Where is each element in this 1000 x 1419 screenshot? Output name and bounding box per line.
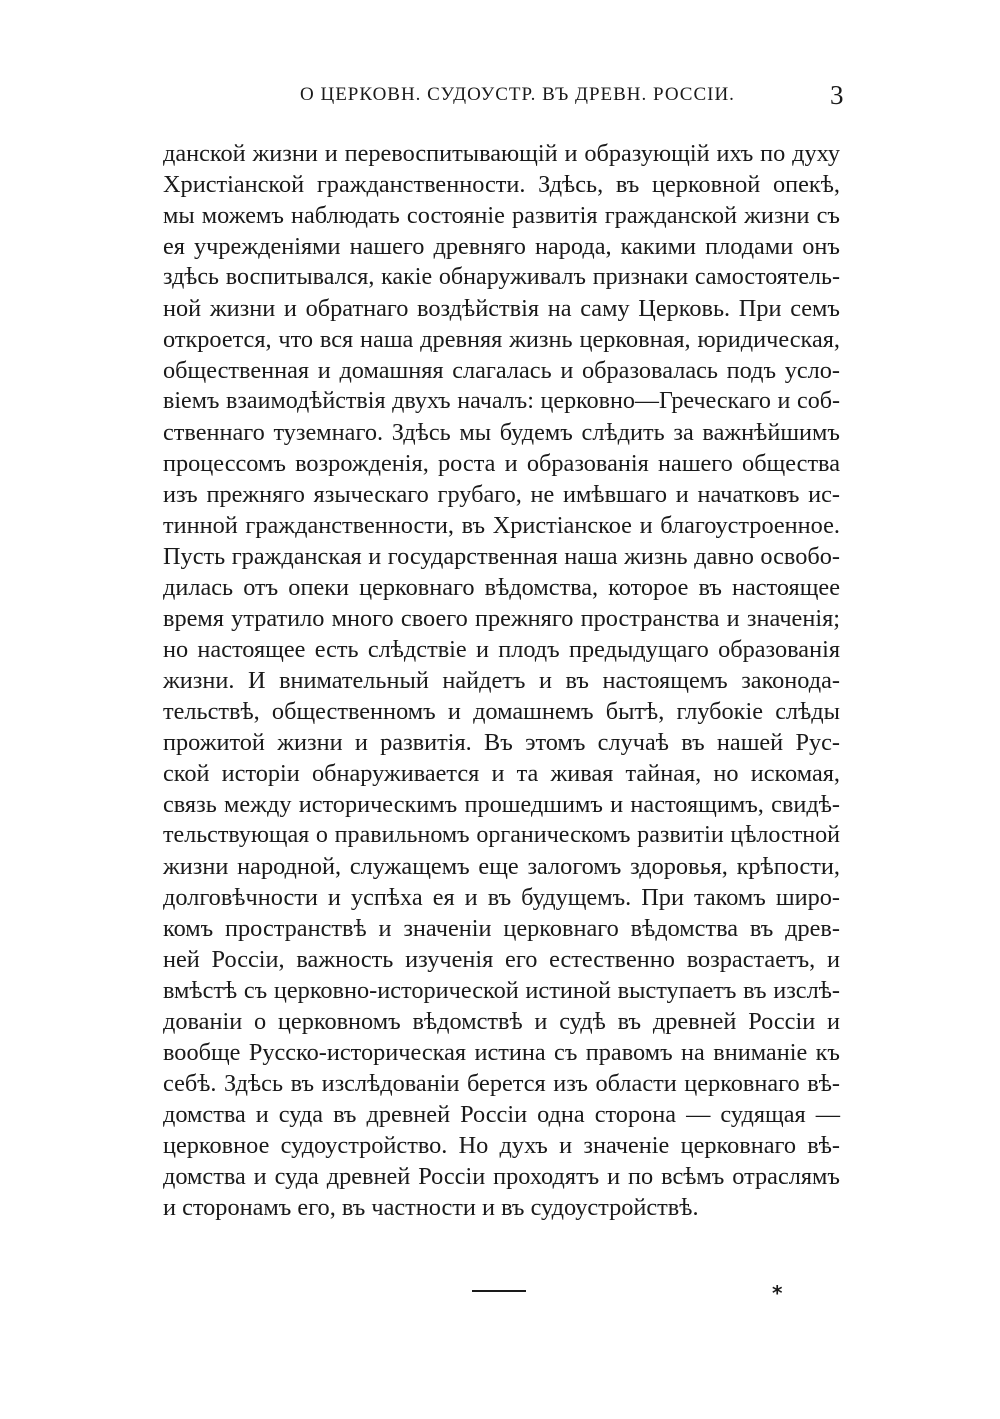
text-line: процессомъ возрожденія, роста и образованія нашего общества	[163, 450, 840, 477]
text-line: ной жизни и обратнаго воздѣйствія на саму Церковь. При семъ	[163, 295, 840, 322]
text-line: дилась отъ опеки церковнаго вѣдомства, которое въ настоящее	[163, 574, 840, 601]
text-line: изъ прежняго языческаго грубаго, не имѣвшаго и начатковъ ис-	[163, 481, 840, 508]
text-line: жизни. И внимательный найдетъ и въ настоящемъ законода-	[163, 667, 840, 694]
text-line: время утратило много своего прежняго пространства и значенія;	[163, 605, 840, 632]
text-line: здѣсь воспитывался, какіе обнаруживалъ признаки самостоятель-	[163, 264, 840, 290]
text-line: связь между историческимъ прошедшимъ и настоящимъ, свидѣ-	[163, 791, 840, 818]
text-line: ской исторіи обнаруживается и та живая тайная, но искомая,	[163, 760, 840, 787]
text-line: и сторонамъ его, въ частности и въ судоустройствѣ.	[163, 1194, 699, 1221]
text-line: общественная и домашняя слагалась и образовалась подъ усло-	[163, 357, 840, 384]
text-line: но настоящее есть слѣдствіе и плодъ предыдущаго образованія	[163, 636, 840, 663]
text-line: мы можемъ наблюдать состояніе развитія гражданской жизни съ	[163, 202, 840, 229]
page-number: 3	[830, 80, 844, 110]
text-line: комъ пространствѣ и значеніи церковнаго вѣдомства въ древ-	[163, 915, 840, 942]
text-line: домства и суда древней Россіи проходятъ и по всѣмъ отраслямъ	[163, 1163, 840, 1190]
text-line: тинной гражданственности, въ Христіанское и благоустроенное.	[163, 512, 840, 539]
text-line: церковное судоустройство. Но духъ и значеніе церковнаго вѣ-	[163, 1132, 840, 1159]
text-line: себѣ. Здѣсь въ изслѣдованіи берется изъ области церковнаго вѣ-	[163, 1070, 840, 1097]
running-title: О ЦЕРКОВН. СУДОУСТР. ВЪ ДРЕВН. РОССІИ.	[300, 84, 735, 105]
text-line: долговѣчности и успѣха ея и въ будущемъ. При такомъ широ-	[163, 884, 840, 911]
text-line: вообще Русско-историческая истина съ правомъ на вниманіе къ	[163, 1039, 840, 1066]
text-line: домства и суда въ древней Россіи одна сторона — судящая —	[163, 1101, 840, 1128]
text-line: вмѣстѣ съ церковно-исторической истиной выступаетъ въ изслѣ-	[163, 977, 840, 1004]
text-line: данской жизни и перевоспитывающій и образующій ихъ по духу	[163, 140, 840, 167]
text-line: віемъ взаимодѣйствія двухъ началъ: церковно—Греческаго и соб-	[163, 388, 840, 414]
text-line: ея учрежденіями нашего древняго народа, какими плодами онъ	[163, 233, 840, 260]
signature-mark: *	[772, 1281, 783, 1305]
text-line: Христіанской гражданственности. Здѣсь, въ церковной опекѣ,	[163, 171, 840, 198]
section-rule	[472, 1290, 526, 1292]
text-line: ственнаго туземнаго. Здѣсь мы будемъ слѣдить за важнѣйшимъ	[163, 419, 840, 446]
body-text	[163, 138, 840, 1223]
text-line: откроется, что вся наша древняя жизнь церковная, юридическая,	[163, 326, 840, 353]
text-line: тельствующая о правильномъ органическомъ развитіи цѣлостной	[163, 822, 840, 848]
text-line: прожитой жизни и развитія. Въ этомъ случаѣ въ нашей Рус-	[163, 729, 840, 756]
text-line: ней Россіи, важность изученія его естественно возрастаетъ, и	[163, 946, 840, 973]
text-line: дованіи о церковномъ вѣдомствѣ и судѣ въ древней Россіи и	[163, 1008, 840, 1035]
text-line: тельствѣ, общественномъ и домашнемъ бытѣ, глубокіе слѣды	[163, 698, 840, 725]
text-line: Пусть гражданская и государственная наша жизнь давно освобо-	[163, 543, 840, 570]
text-line: жизни народной, служащемъ еще залогомъ здоровья, крѣпости,	[163, 853, 840, 880]
